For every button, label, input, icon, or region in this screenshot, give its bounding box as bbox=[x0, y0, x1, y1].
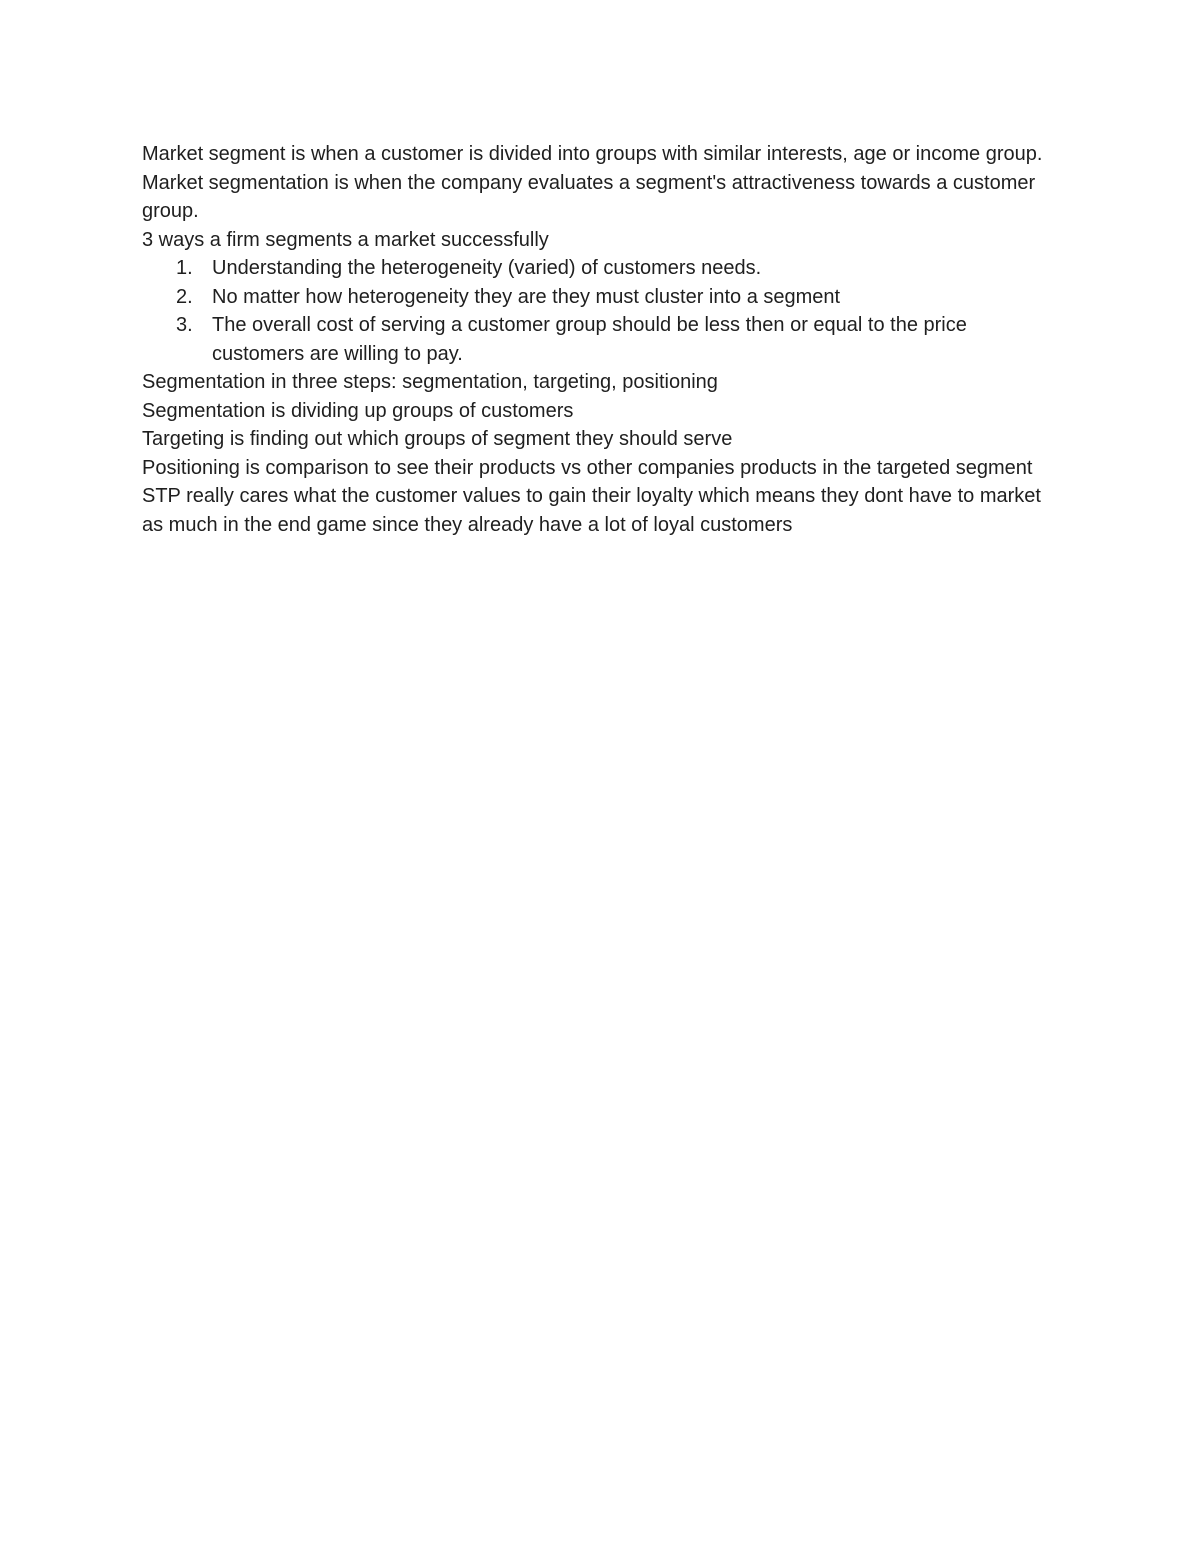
list-item-number: 1. bbox=[176, 257, 193, 279]
list-item-number: 2. bbox=[176, 285, 193, 308]
paragraph-targeting: Targeting is finding out which groups of segment they should serve bbox=[142, 428, 733, 450]
list-item bbox=[142, 254, 1062, 283]
paragraph-market-segment: Market segment is when a customer is divided into groups with similar interests, age or income group. bbox=[142, 143, 1043, 165]
list-item-text: Understanding the heterogeneity (varied) of customers needs. bbox=[212, 257, 762, 279]
paragraph-positioning: Positioning is comparison to see their products vs other companies products in the targeted segment bbox=[142, 456, 1033, 479]
numbered-list bbox=[142, 254, 1062, 368]
list-item bbox=[142, 283, 1062, 312]
paragraph-three-ways: 3 ways a firm segments a market successfully bbox=[142, 228, 549, 251]
list-item bbox=[142, 311, 1062, 368]
list-item-number: 3. bbox=[176, 314, 193, 336]
list-item-text: The overall cost of serving a customer group should be less then or equal to the price customers are willing to pay. bbox=[212, 314, 967, 365]
document-body bbox=[142, 140, 1062, 539]
paragraph-market-segmentation: Market segmentation is when the company evaluates a segment's attractiveness towards a customer group. bbox=[142, 171, 1036, 222]
paragraph-three-steps: Segmentation in three steps: segmentation, targeting, positioning bbox=[142, 371, 718, 393]
list-item-text: No matter how heterogeneity they are they must cluster into a segment bbox=[212, 285, 841, 308]
paragraph-stp: STP really cares what the customer values to gain their loyalty which means they dont have to market as much in the end game since they already have a lot of loyal customers bbox=[142, 485, 1041, 536]
paragraph-segmentation: Segmentation is dividing up groups of customers bbox=[142, 399, 574, 422]
